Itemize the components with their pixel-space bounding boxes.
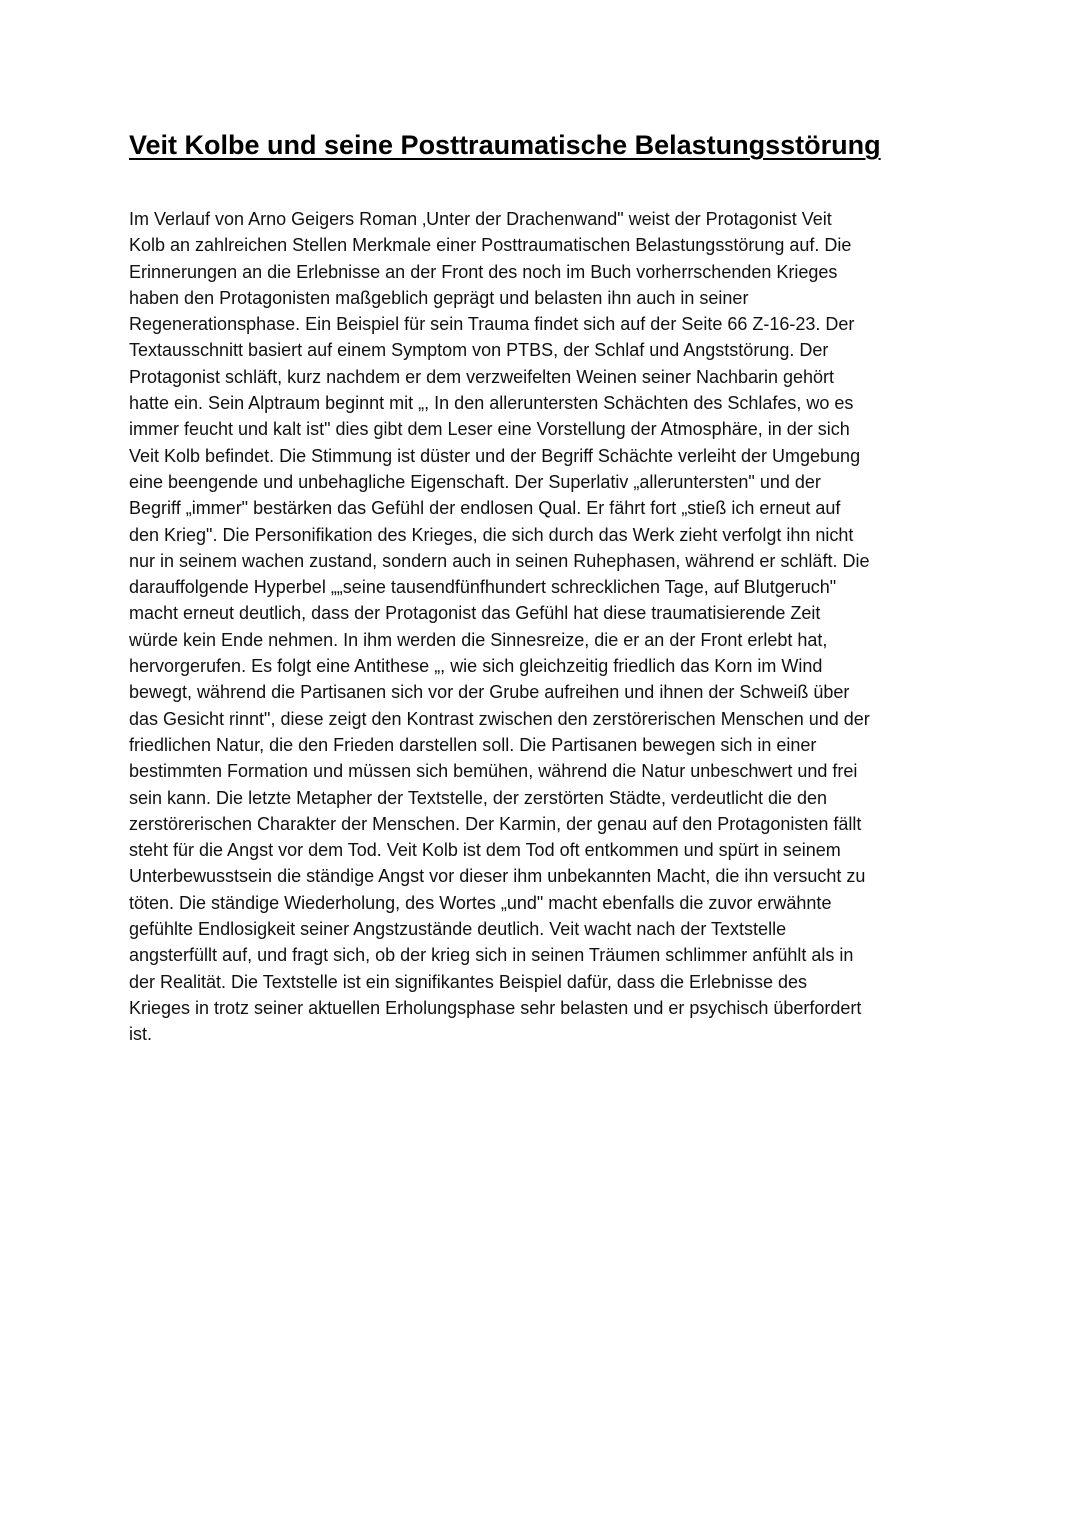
paragraph-line: darauffolgende Hyperbel „„seine tausendfünfhundert schrecklichen Tage, auf Blutgeruch" (129, 577, 837, 598)
paragraph-line: gefühlte Endlosigkeit seiner Angstzustände deutlich. Veit wacht nach der Textstelle (129, 919, 787, 940)
paragraph-line: Krieges in trotz seiner aktuellen Erholungsphase sehr belasten und er psychisch überfordert (129, 997, 862, 1018)
document-title: Veit Kolbe und seine Posttraumatische Belastungsstörung (129, 130, 881, 160)
paragraph-line: bestimmten Formation und müssen sich bemühen, während die Natur unbeschwert und frei (129, 761, 858, 782)
paragraph-line: Protagonist schläft, kurz nachdem er dem verzweifelten Weinen seiner Nachbarin gehört (129, 366, 835, 387)
paragraph-line: Veit Kolb befindet. Die Stimmung ist düster und der Begriff Schächte verleiht der Umgebung (129, 445, 861, 466)
paragraph-line: den Krieg". Die Personifikation des Krieges, die sich durch das Werk zieht verfolgt ihn nicht (129, 524, 854, 545)
paragraph-line: angsterfüllt auf, und fragt sich, ob der krieg sich in seinen Träumen schlimmer anfühlt als in (129, 945, 854, 966)
paragraph-line: Kolb an zahlreichen Stellen Merkmale einer Posttraumatischen Belastungsstörung auf. Die (129, 235, 852, 256)
paragraph-line: sein kann. Die letzte Metapher der Textstelle, der zerstörten Städte, verdeutlicht die den (129, 787, 828, 808)
paragraph-line: Unterbewusstsein die ständige Angst vor dieser ihm unbekannten Macht, die ihn versucht zu (129, 866, 866, 887)
paragraph-line: bewegt, während die Partisanen sich vor der Grube aufreihen und ihnen der Schweiß über (129, 682, 850, 703)
paragraph-line: haben den Protagonisten maßgeblich geprägt und belasten ihn auch in seiner (129, 287, 749, 308)
paragraph-line: Im Verlauf von Arno Geigers Roman ‚Unter der Drachenwand" weist der Protagonist Veit (129, 209, 832, 229)
paragraph-line: das Gesicht rinnt", diese zeigt den Kontrast zwischen den zerstörerischen Menschen und der (129, 708, 870, 729)
paragraph-line: immer feucht und kalt ist" dies gibt dem Leser eine Vorstellung der Atmosphäre, in der sich (129, 419, 850, 440)
paragraph-line: steht für die Angst vor dem Tod. Veit Kolb ist dem Tod oft entkommen und spürt in seinem (129, 840, 841, 861)
paragraph-line: zerstörerischen Charakter der Menschen. Der Karmin, der genau auf den Protagonisten fällt (129, 813, 862, 834)
paragraph-line: macht erneut deutlich, dass der Protagonist das Gefühl hat diese traumatisierende Zeit (129, 603, 821, 624)
paragraph-line: der Realität. Die Textstelle ist ein signifikantes Beispiel dafür, dass die Erlebnisse des (129, 971, 808, 992)
paragraph-line: Textausschnitt basiert auf einem Symptom von PTBS, der Schlaf und Angststörung. Der (129, 340, 829, 361)
paragraph-line: nur in seinem wachen zustand, sondern auch in seinen Ruhephasen, während er schläft. Die (129, 550, 870, 571)
paragraph-line: Begriff „immer" bestärken das Gefühl der endlosen Qual. Er fährt fort „stieß ich erneut auf (129, 498, 841, 519)
paragraph-line: hatte ein. Sein Alptraum beginnt mit „, In den alleruntersten Schächten des Schlafes, wo es (129, 393, 854, 414)
paragraph-line: Erinnerungen an die Erlebnisse an der Front des noch im Buch vorherrschenden Krieges (129, 261, 838, 282)
paragraph-line: eine beengende und unbehagliche Eigenschaft. Der Superlativ „alleruntersten" und der (129, 471, 821, 492)
paragraph-line: würde kein Ende nehmen. In ihm werden die Sinnesreize, die er an der Front erlebt hat, (129, 629, 828, 650)
paragraph-line: Regenerationsphase. Ein Beispiel für sein Trauma findet sich auf der Seite 66 Z-16-23. Der (129, 314, 855, 335)
body-paragraph (129, 206, 959, 1048)
paragraph-line: töten. Die ständige Wiederholung, des Wortes „und" macht ebenfalls die zuvor erwähnte (129, 892, 832, 913)
paragraph-line: hervorgerufen. Es folgt eine Antithese „, wie sich gleichzeitig friedlich das Korn im Wind (129, 656, 823, 677)
paragraph-line: friedlichen Natur, die den Frieden darstellen soll. Die Partisanen bewegen sich in einer (129, 734, 817, 755)
paragraph-line: ist. (129, 1024, 153, 1045)
